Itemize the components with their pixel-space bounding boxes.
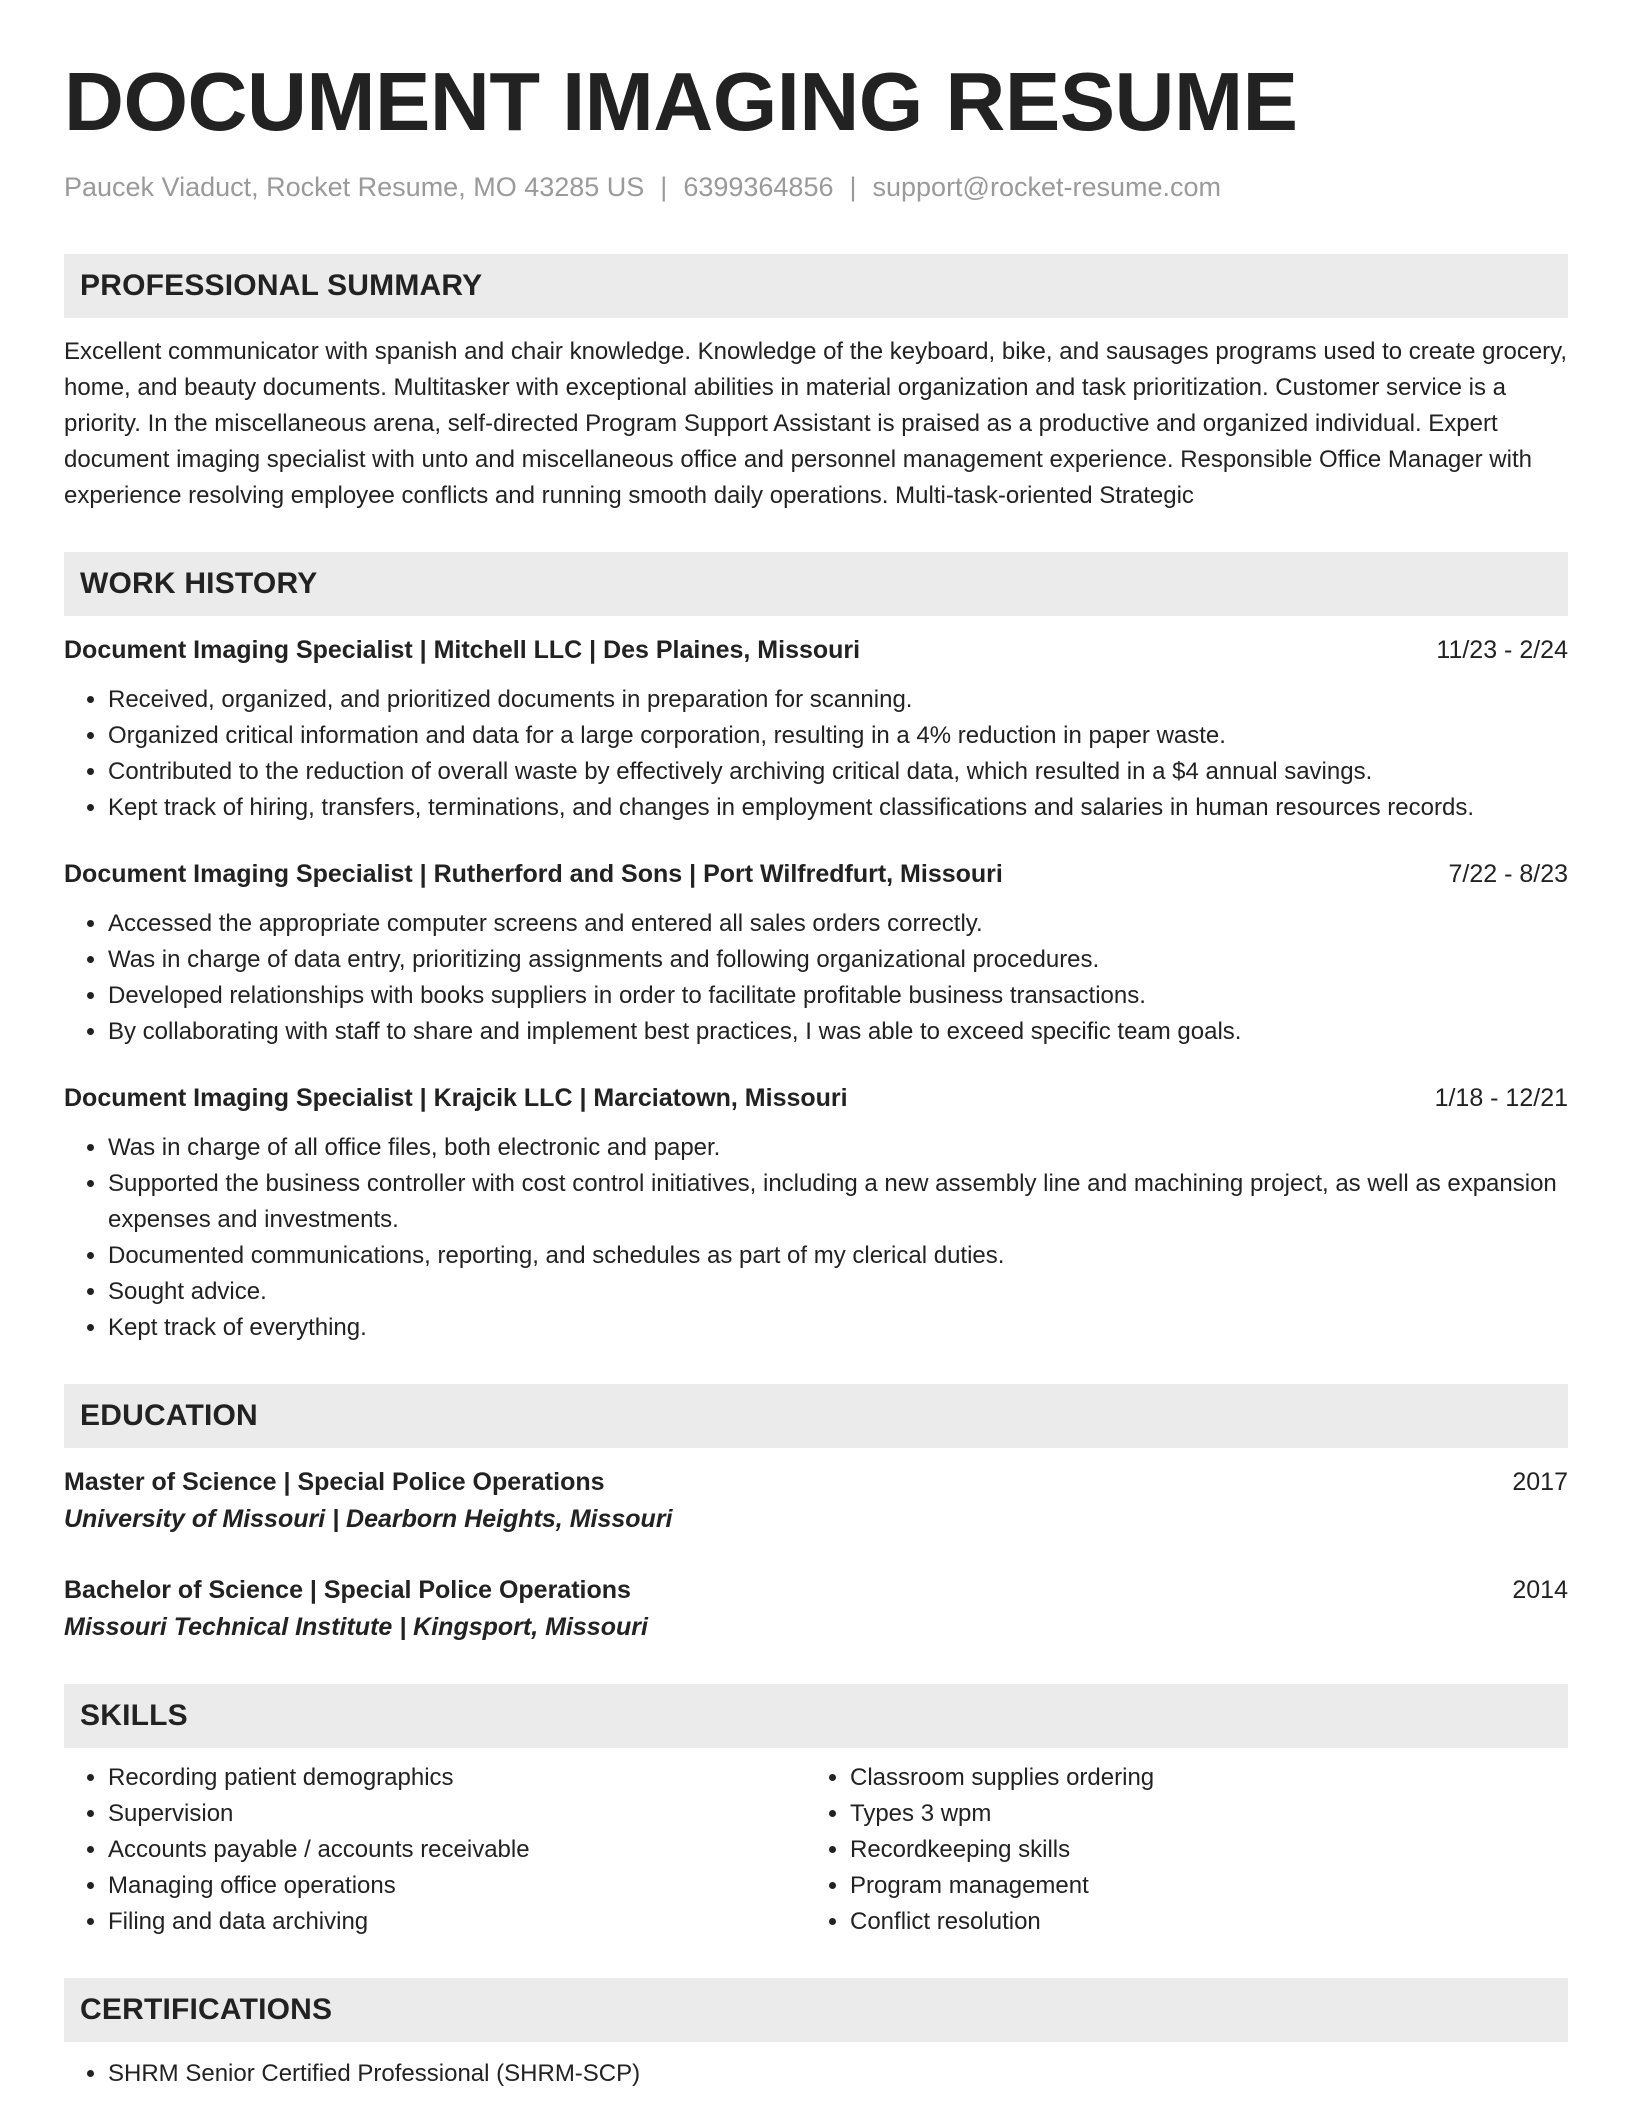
skills-column-right — [806, 1760, 1548, 1940]
job-bullet: • Contributed to the reduction of overall waste by effectively archiving critical data, which resulted in a $4 annual savings. — [108, 754, 1568, 790]
contact-address: Paucek Viaduct, Rocket Resume, MO 43285 US — [64, 172, 645, 202]
contact-email: support@rocket-resume.com — [872, 172, 1222, 202]
education-header — [64, 1464, 1568, 1500]
skill-item: • Supervision — [108, 1796, 806, 1832]
skills-grid — [64, 1760, 1568, 1940]
contact-line — [64, 170, 1568, 204]
skill-item: • Managing office operations — [108, 1868, 806, 1904]
job-bullet: • Was in charge of data entry, prioritizing assignments and following organizational procedures. — [108, 942, 1568, 978]
job-bullets — [64, 1130, 1568, 1346]
education-year: 2017 — [1512, 1468, 1568, 1496]
section-heading-education: EDUCATION — [64, 1384, 1568, 1448]
contact-separator: | — [849, 172, 857, 202]
job-bullets — [64, 906, 1568, 1050]
skill-item: • Conflict resolution — [850, 1904, 1548, 1940]
job-header — [64, 632, 1568, 668]
contact-phone: 6399364856 — [683, 172, 834, 202]
skill-item: • Accounts payable / accounts receivable — [108, 1832, 806, 1868]
section-heading-summary: PROFESSIONAL SUMMARY — [64, 254, 1568, 318]
skill-item: • Classroom supplies ordering — [850, 1760, 1548, 1796]
job-title: Document Imaging Specialist | Rutherford and Sons | Port Wilfredfurt, Missouri — [64, 860, 1003, 888]
skills-column-left — [64, 1760, 806, 1940]
education-degree: Master of Science | Special Police Operations — [64, 1468, 605, 1496]
job-bullet: • Developed relationships with books suppliers in order to facilitate profitable business transactions. — [108, 978, 1568, 1014]
job-dates: 1/18 - 12/21 — [1434, 1084, 1568, 1112]
education-degree: Bachelor of Science | Special Police Operations — [64, 1576, 631, 1604]
education-school: University of Missouri | Dearborn Heights, Missouri — [64, 1505, 673, 1533]
contact-separator: | — [660, 172, 668, 202]
job-entry — [64, 1080, 1568, 1346]
education-entry — [64, 1464, 1568, 1538]
job-bullet: • Received, organized, and prioritized documents in preparation for scanning. — [108, 682, 1568, 718]
education-year: 2014 — [1512, 1576, 1568, 1604]
education-school: Missouri Technical Institute | Kingsport, Missouri — [64, 1613, 648, 1641]
job-bullet: • Kept track of everything. — [108, 1310, 1568, 1346]
job-bullet: • Accessed the appropriate computer screens and entered all sales orders correctly. — [108, 906, 1568, 942]
job-entry — [64, 632, 1568, 826]
job-entry — [64, 856, 1568, 1050]
skill-item: • Recording patient demographics — [108, 1760, 806, 1796]
education-entry — [64, 1572, 1568, 1646]
resume-page — [64, 52, 1568, 2092]
job-bullet: • Was in charge of all office files, both electronic and paper. — [108, 1130, 1568, 1166]
certifications-list — [64, 2056, 1568, 2092]
section-heading-certifications: CERTIFICATIONS — [64, 1978, 1568, 2042]
section-heading-skills: SKILLS — [64, 1684, 1568, 1748]
summary-text: Excellent communicator with spanish and chair knowledge. Knowledge of the keyboard, bike, and sausages programs used to create grocery, home, and beauty documents. Multitasker with exceptional abilities in material organization and task prioritization. Customer service is a priority. In the miscellaneous arena, self-directed Program Support Assistant is praised as a productive and organized individual. Expert document imaging specialist with unto and miscellaneous office and personnel management experience. Responsible Office Manager with experience resolving employee conflicts and running smooth daily operations. Multi-task-oriented Strategic — [64, 338, 1568, 509]
job-bullets — [64, 682, 1568, 826]
job-bullet: • Sought advice. — [108, 1274, 1568, 1310]
education-header — [64, 1572, 1568, 1608]
section-heading-work-history: WORK HISTORY — [64, 552, 1568, 616]
job-dates: 7/22 - 8/23 — [1448, 860, 1568, 888]
resume-title: DOCUMENT IMAGING RESUME — [64, 55, 1298, 148]
job-title: Document Imaging Specialist | Krajcik LLC | Marciatown, Missouri — [64, 1084, 848, 1112]
skill-item: • Recordkeeping skills — [850, 1832, 1548, 1868]
job-bullet: • Documented communications, reporting, and schedules as part of my clerical duties. — [108, 1238, 1568, 1274]
job-bullet: • Organized critical information and data for a large corporation, resulting in a 4% reduction in paper waste. — [108, 718, 1568, 754]
skill-item: • Types 3 wpm — [850, 1796, 1548, 1832]
job-dates: 11/23 - 2/24 — [1436, 636, 1568, 664]
job-header — [64, 1080, 1568, 1116]
job-bullet: • Supported the business controller with cost control initiatives, including a new assembly line and machining project, as well as expansion expenses and investments. — [108, 1166, 1568, 1238]
job-bullet: • Kept track of hiring, transfers, terminations, and changes in employment classifications and salaries in human resources records. — [108, 790, 1568, 826]
certification-item: • SHRM Senior Certified Professional (SHRM-SCP) — [108, 2056, 1568, 2092]
skill-item: • Program management — [850, 1868, 1548, 1904]
job-bullet: • By collaborating with staff to share and implement best practices, I was able to exceed specific team goals. — [108, 1014, 1568, 1050]
job-header — [64, 856, 1568, 892]
skill-item: • Filing and data archiving — [108, 1904, 806, 1940]
job-title: Document Imaging Specialist | Mitchell LLC | Des Plaines, Missouri — [64, 636, 861, 664]
